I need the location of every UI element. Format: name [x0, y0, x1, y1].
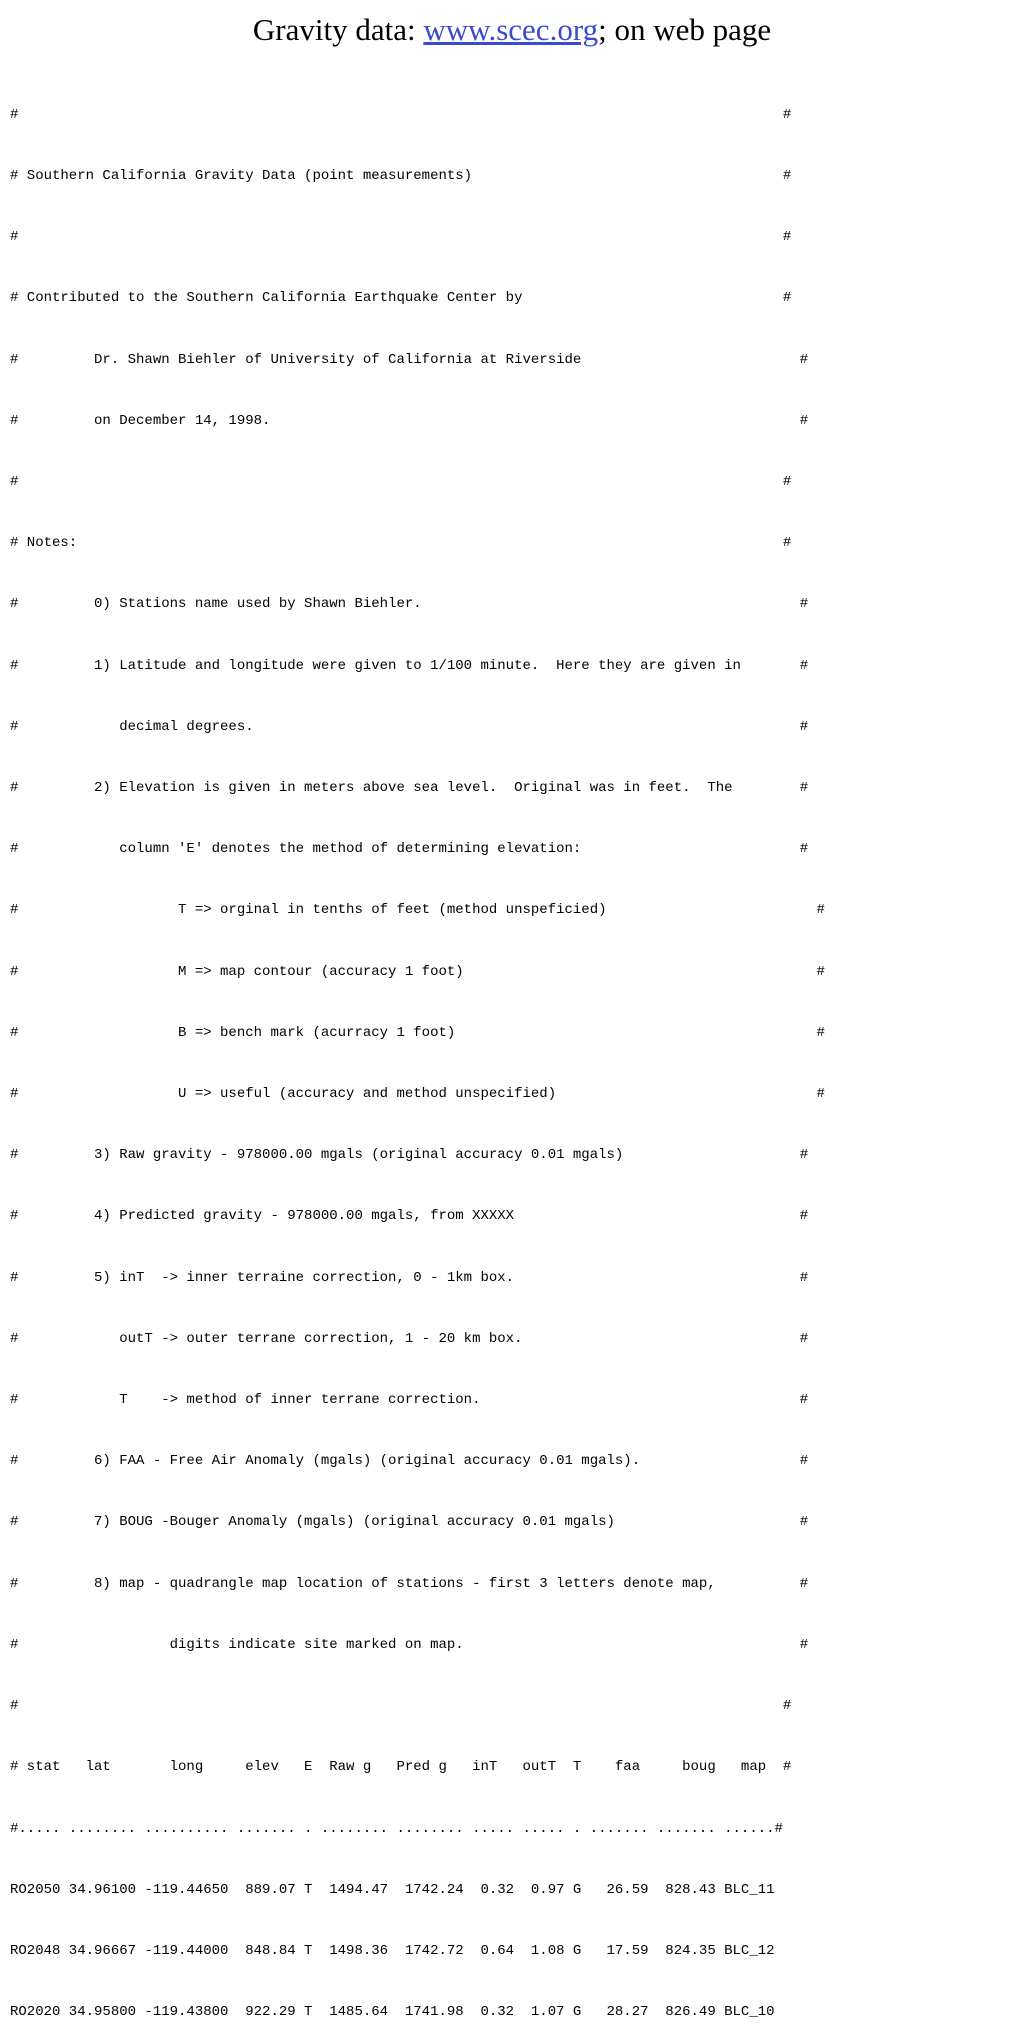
header-line: # Contributed to the Southern California Earthquake Center by # — [10, 290, 792, 307]
title-prefix: Gravity data: — [252, 12, 424, 47]
gravity-data-listing — [10, 64, 825, 2043]
column-header-line: # stat lat long elev E Raw g Pred g inT outT T faa boug map # — [10, 1759, 792, 1776]
header-line: # B => bench mark (acurracy 1 foot) # — [10, 1024, 825, 1041]
page-title — [0, 12, 1024, 48]
header-line: # decimal degrees. # — [10, 718, 809, 735]
header-line: # # — [10, 229, 792, 246]
header-line: # 7) BOUG -Bouger Anomaly (mgals) (original accuracy 0.01 mgals) # — [10, 1514, 809, 1531]
header-line: # Southern California Gravity Data (point measurements) # — [10, 168, 792, 185]
title-suffix: ; on web page — [598, 12, 772, 47]
header-line: # outT -> outer terrane correction, 1 - 20 km box. # — [10, 1330, 809, 1347]
header-line: # 6) FAA - Free Air Anomaly (mgals) (original accuracy 0.01 mgals). # — [10, 1453, 809, 1470]
header-line: # column 'E' denotes the method of determining elevation: # — [10, 841, 809, 858]
header-line: # 4) Predicted gravity - 978000.00 mgals, from XXXXX # — [10, 1208, 809, 1225]
data-row: RO2050 34.96100 -119.44650 889.07 T 1494.47 1742.24 0.32 0.97 G 26.59 828.43 BLC_11 — [10, 1881, 775, 1898]
header-line: # Dr. Shawn Biehler of University of California at Riverside # — [10, 351, 809, 368]
header-line: # 5) inT -> inner terraine correction, 0 - 1km box. # — [10, 1269, 809, 1286]
scec-link[interactable]: www.scec.org — [423, 12, 599, 47]
header-line: # T => orginal in tenths of feet (method unspeficied) # — [10, 902, 825, 919]
header-line: # # — [10, 474, 792, 491]
header-line: # T -> method of inner terrane correction. # — [10, 1392, 809, 1409]
data-row: RO2048 34.96667 -119.44000 848.84 T 1498.36 1742.72 0.64 1.08 G 17.59 824.35 BLC_12 — [10, 1942, 775, 1959]
header-line: # # — [10, 106, 792, 123]
header-line: # 1) Latitude and longitude were given to 1/100 minute. Here they are given in # — [10, 657, 809, 674]
header-line: # 0) Stations name used by Shawn Biehler. # — [10, 596, 809, 613]
header-line: # U => useful (accuracy and method unspecified) # — [10, 1086, 825, 1103]
header-line: # on December 14, 1998. # — [10, 412, 809, 429]
header-line: # Notes: # — [10, 535, 792, 552]
data-row: RO2020 34.95800 -119.43800 922.29 T 1485.64 1741.98 0.32 1.07 G 28.27 826.49 BLC_10 — [10, 2004, 775, 2021]
header-line: # 8) map - quadrangle map location of stations - first 3 letters denote map, # — [10, 1575, 809, 1592]
header-line: # M => map contour (accuracy 1 foot) # — [10, 963, 825, 980]
header-line: # 3) Raw gravity - 978000.00 mgals (original accuracy 0.01 mgals) # — [10, 1147, 809, 1164]
header-line: # digits indicate site marked on map. # — [10, 1636, 809, 1653]
column-separator-line: #..... ........ .......... ....... . ........ ........ ..... ..... . ....... ....... ......# — [10, 1820, 783, 1837]
header-line: # # — [10, 1698, 792, 1715]
header-line: # 2) Elevation is given in meters above sea level. Original was in feet. The # — [10, 780, 809, 797]
